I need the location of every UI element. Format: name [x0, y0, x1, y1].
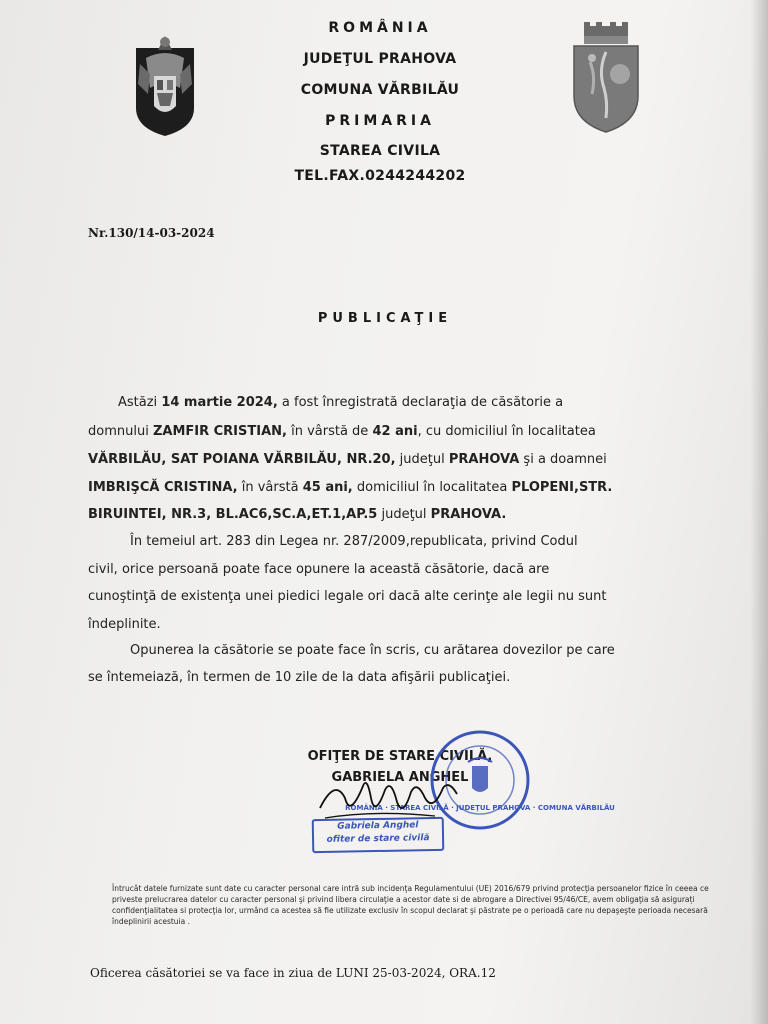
signatory-name: GABRIELA ANGHEL	[331, 770, 469, 785]
header-county: JUDEŢUL PRAHOVA	[303, 51, 457, 67]
body-text-segment: în vârstă	[237, 480, 303, 495]
gdpr-notice: Întrucât datele furnizate sunt date cu caracter personal care intră sub incidenţa Regulamentului (UE) 2016/679 privind protecţia persoanelor fizice în ceeea ce priveste prelucrarea datelor cu caracter personal şi privind libera circulaţie a acestor date si de abrogare a Directivei 95/46/CE, avem obligaţia să asigurați confidenţialitatea si protecţia lor, urmând ca acestea să fie utilizate exclusiv în scopul declarat şi păstrate pe o perioadă care nu depaşeşte perioada necesară îndeplinirii acestuia .	[112, 884, 709, 926]
body-bold-text: 45 ani,	[302, 480, 353, 495]
body-line	[118, 395, 710, 410]
body-bold-text: 14 martie 2024,	[161, 395, 278, 410]
header-commune: COMUNA VĂRBILĂU	[300, 82, 460, 98]
body-bold-text: PRAHOVA	[448, 452, 520, 467]
stamp-role: ofiter de stare civilă	[326, 833, 430, 845]
body-line	[88, 480, 710, 495]
document-title: PUBLICAŢIE	[317, 311, 453, 326]
body-bold-text: PRAHOVA.	[430, 507, 507, 522]
romania-coat-of-arms-icon	[130, 28, 200, 138]
body-bold-text: IMBRIŞCĂ CRISTINA,	[88, 480, 238, 495]
commune-coat-of-arms-icon	[570, 18, 642, 134]
body-bold-text: BIRUINTEI, NR.3, BL.AC6,SC.A,ET.1,AP.5	[88, 507, 378, 522]
body-line	[88, 424, 710, 439]
body-text-segment: judeţul	[395, 452, 449, 467]
body-text-segment: se întemeiază, în termen de 10 zile de la data afişării publicaţiei.	[88, 670, 511, 685]
body-line	[88, 452, 710, 467]
body-line	[88, 670, 710, 685]
stamp-name: Gabriela Anghel	[337, 820, 419, 832]
body-bold-text: ZAMFIR CRISTIAN,	[152, 424, 287, 439]
round-stamp-text: ROMÂNIA · STAREA CIVILĂ · JUDEŢUL PRAHOVA · COMUNA VĂRBILĂU	[345, 804, 615, 812]
body-text-segment: Astăzi	[118, 395, 162, 410]
name-stamp	[312, 817, 445, 853]
body-text-segment: domiciliul în localitatea	[352, 480, 512, 495]
body-bold-text: VĂRBILĂU, SAT POIANA VĂRBILĂU, NR.20,	[88, 452, 396, 467]
body-text-segment: domnului	[88, 424, 153, 439]
body-line	[88, 562, 710, 577]
body-bold-text: 42 ani	[372, 424, 418, 439]
header-townhall: PRIMARIA	[325, 113, 435, 129]
body-text-segment: , cu domiciliul în localitatea	[417, 424, 596, 439]
body-text-segment: În temeiul art. 283 din Legea nr. 287/2009,republicata, privind Codul	[130, 534, 578, 549]
body-text-segment: a fost înregistrată declaraţia de căsătorie a	[277, 395, 564, 410]
body-text-segment: civil, orice persoană poate face opunere la această căsătorie, dacă are	[88, 562, 550, 577]
body-line	[88, 589, 710, 604]
body-text-segment: îndeplinite.	[88, 617, 161, 632]
signatory-title: OFIŢER DE STARE CIVILĂ,	[307, 749, 493, 764]
header-department: STAREA CIVILA	[319, 143, 441, 159]
header-phone: TEL.FAX.0244244202	[294, 168, 466, 184]
body-text-segment: şi a doamnei	[519, 452, 607, 467]
body-line	[130, 643, 710, 658]
page-shadow	[750, 0, 768, 1024]
ceremony-date: Oficerea căsătoriei se va face in ziua de LUNI 25-03-2024, ORA.12	[90, 966, 496, 980]
body-text-segment: cunoştinţă de existenţa unei piedici legale ori dacă alte cerinţe ale legii nu sunt	[88, 589, 607, 604]
header-country: ROMÂNIA	[328, 20, 432, 36]
body-bold-text: PLOPENI,STR.	[511, 480, 613, 495]
body-text-segment: în vârstă de	[286, 424, 373, 439]
reference-number: Nr.130/14-03-2024	[88, 226, 215, 240]
body-line	[130, 534, 710, 549]
body-text-segment: judeţul	[377, 507, 431, 522]
body-text-segment: Opunerea la căsătorie se poate face în scris, cu arătarea dovezilor pe care	[130, 643, 615, 658]
body-line	[88, 617, 710, 632]
body-line	[88, 507, 710, 522]
